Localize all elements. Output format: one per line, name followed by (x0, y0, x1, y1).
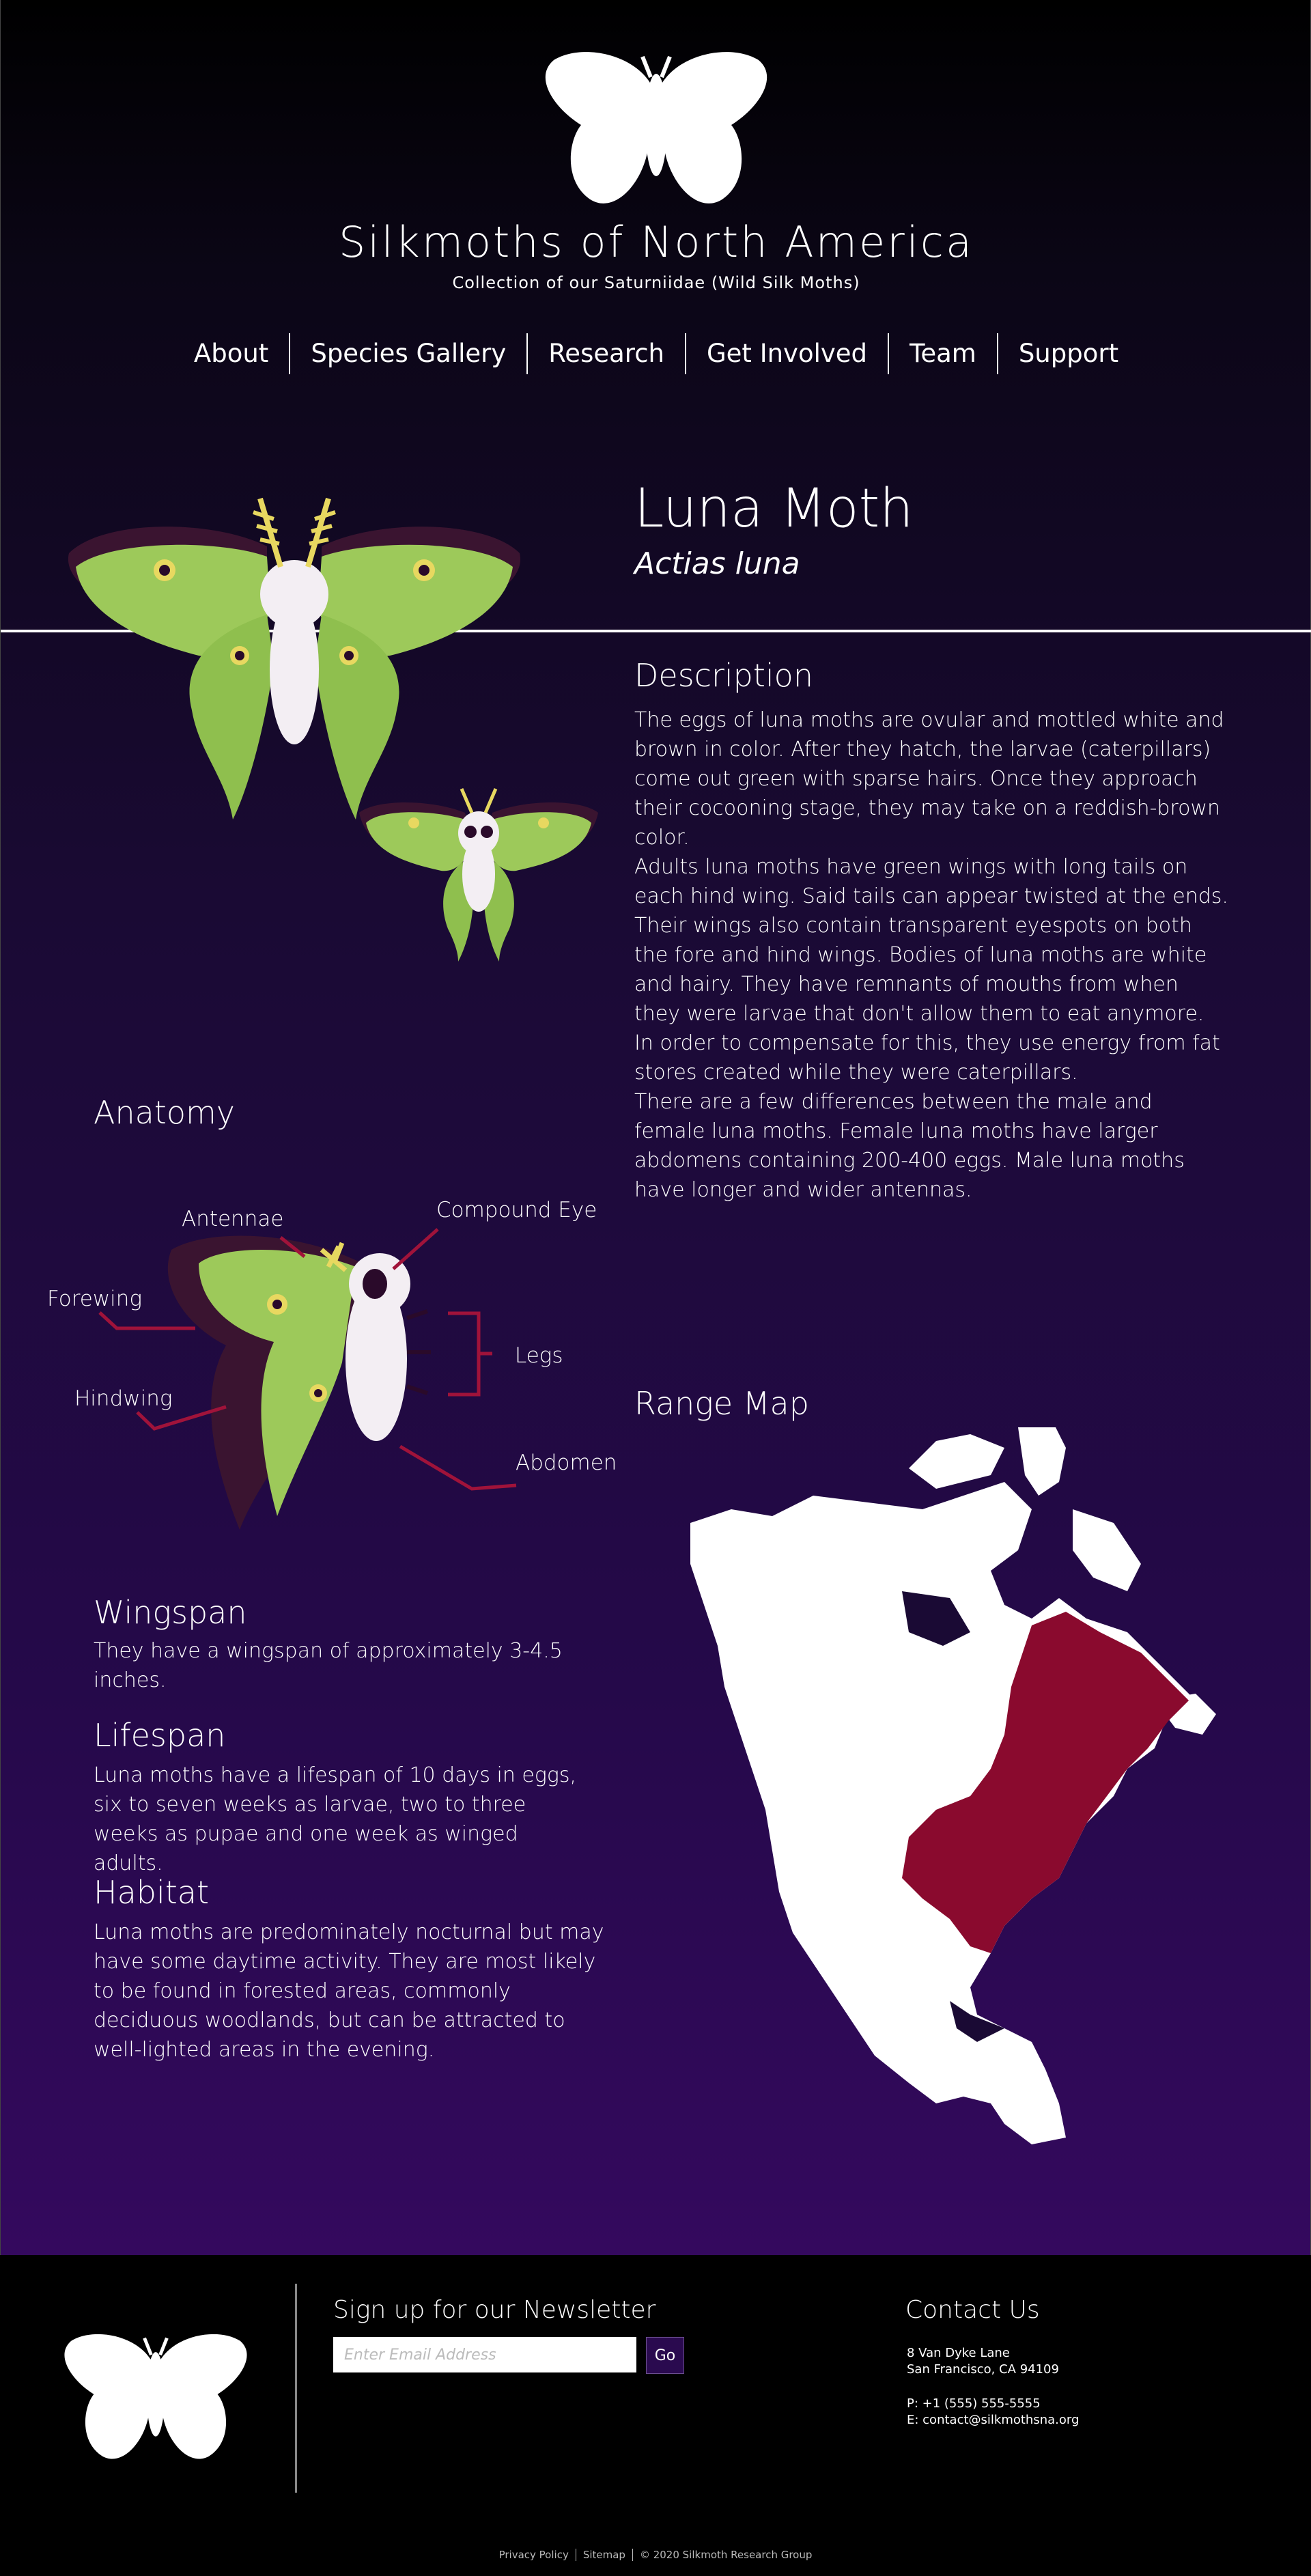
sitemap-link[interactable]: Sitemap (582, 2549, 625, 2561)
description-paragraph: There are a few differences between the male and female luna moths. Female luna moths have larger abdomens containing 200-400 eggs. Male luna moths have longer and wider antennas. (634, 1090, 1185, 1202)
anatomy-heading: Anatomy (94, 1094, 236, 1131)
footer-links (0, 2549, 1311, 2561)
nav-support[interactable]: Support (1018, 339, 1119, 368)
habitat-heading: Habitat (94, 1874, 210, 1911)
species-scientific-name: Actias luna (634, 546, 800, 581)
range-map (649, 1427, 1250, 2165)
label-abdomen: Abdomen (516, 1451, 617, 1475)
description-text (634, 705, 1228, 1205)
wingspan-text: They have a wingspan of approximately 3-4.5 inches. (94, 1639, 563, 1692)
copyright-text: © 2020 Silkmoth Research Group (639, 2549, 813, 2561)
anatomy-diagram (35, 1188, 622, 1557)
newsletter-heading: Sign up for our Newsletter (333, 2296, 656, 2324)
contact-phone: P: +1 (555) 555-5555 (907, 2396, 1041, 2411)
site-title: Silkmoths of North America (339, 217, 974, 267)
description-paragraph: Adults luna moths have green wings with long tails on each hind wing. Said tails can appear twisted at the ends. Their wings also contain transparent eyespots on both the fore and hind wings. Bodies of luna moths are white and hairy. They have remnants of mouths from when they were larvae that don't allow them to eat anymore. In order to compensate for this, they use energy from fat stores created while they were caterpillars. (634, 855, 1228, 1084)
nav-get-involved[interactable]: Get Involved (706, 339, 868, 368)
species-name: Luna Moth (634, 478, 914, 540)
label-antennae: Antennae (182, 1207, 284, 1231)
luna-moth-small-illustration (356, 785, 602, 963)
butterfly-logo-icon[interactable] (540, 46, 772, 210)
site-subtitle: Collection of our Saturniidae (Wild Silk Moths) (452, 273, 860, 292)
butterfly-logo-icon[interactable] (60, 2329, 251, 2465)
label-legs: Legs (515, 1343, 563, 1368)
nav-research[interactable]: Research (548, 339, 664, 368)
lifespan-heading: Lifespan (94, 1717, 226, 1754)
newsletter-go-button[interactable]: Go (646, 2337, 684, 2374)
contact-heading: Contact Us (905, 2296, 1040, 2324)
footer (0, 2255, 1311, 2576)
lifespan-text: Luna moths have a lifespan of 10 days in eggs, six to seven weeks as larvae, two to three weeks as pupae and one week as winged adults. (94, 1763, 577, 1875)
nav-team[interactable]: Team (910, 339, 976, 368)
label-hindwing: Hindwing (74, 1386, 173, 1411)
contact-address-line1: 8 Van Dyke Lane (907, 2346, 1010, 2360)
newsletter-email-input[interactable] (333, 2337, 636, 2372)
contact-address-line2: San Francisco, CA 94109 (907, 2362, 1059, 2377)
wingspan-heading: Wingspan (94, 1594, 247, 1631)
label-forewing: Forewing (47, 1287, 143, 1311)
description-paragraph: The eggs of luna moths are ovular and mottled white and brown in color. After they hatch, the larvae (caterpillars) come out green with sparse hairs. Once they approach their cocooning stage, they may take on a reddish-brown color. (634, 708, 1224, 850)
footer-divider (295, 2284, 297, 2493)
privacy-policy-link[interactable]: Privacy Policy (498, 2549, 569, 2561)
nav-about[interactable]: About (193, 339, 269, 368)
range-map-heading: Range Map (634, 1385, 809, 1422)
contact-email[interactable]: E: contact@silkmothsna.org (907, 2413, 1080, 2427)
description-heading: Description (634, 657, 813, 694)
habitat-text: Luna moths are predominately nocturnal but may have some daytime activity. They are most likely to be found in forested areas, commonly deciduous woodlands, but can be attracted to well-lighted areas in the evening. (94, 1920, 604, 2062)
main-nav (1, 333, 1311, 374)
nav-species-gallery[interactable]: Species Gallery (311, 339, 507, 368)
label-compound-eye: Compound Eye (436, 1198, 597, 1222)
